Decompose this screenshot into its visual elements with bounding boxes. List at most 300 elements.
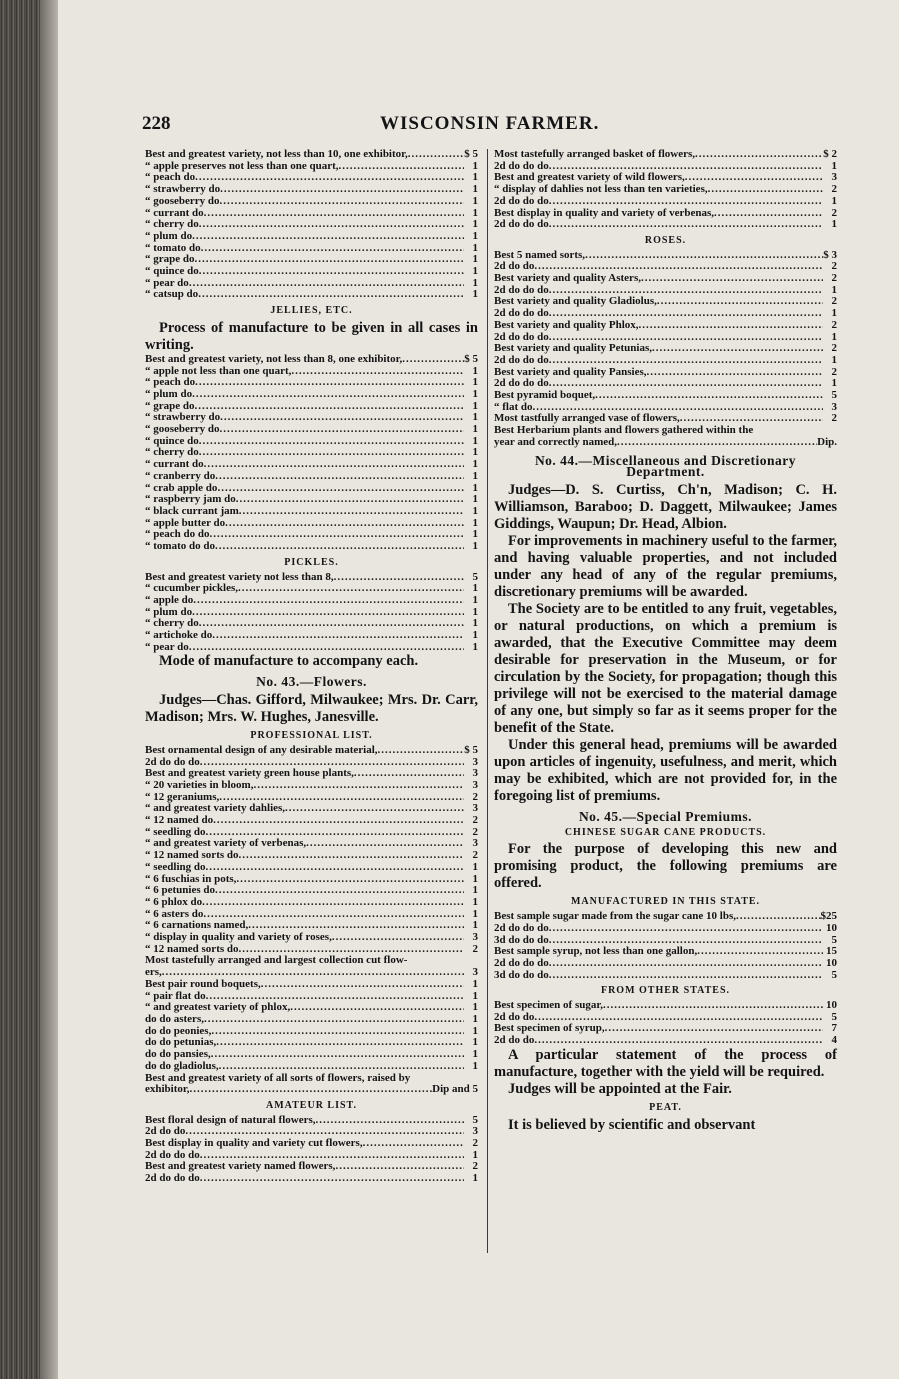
dot-leader [339,161,464,173]
premium-value: 1 [472,218,478,231]
dot-leader [199,618,464,630]
premium-label: “ catsup do [145,288,199,301]
premium-value: 1 [472,528,478,541]
premium-value: 1 [472,469,478,482]
dot-leader [332,932,464,944]
dot-leader [603,1000,823,1012]
premium-row [145,595,478,607]
premium-label: 2d do do do [145,755,200,768]
premium-value: 1 [472,265,478,278]
premium-value: 1 [472,434,478,447]
premium-row [494,355,837,367]
dot-leader [549,196,823,208]
premium-value: 1 [472,276,478,289]
premium-row [145,1115,478,1127]
dot-leader [190,1084,433,1096]
premium-label: Best specimen of syrup, [494,1022,605,1035]
premium-value: 2 [831,365,837,378]
dot-leader [193,595,464,607]
premium-label: Best specimen of sugar, [494,999,603,1012]
premium-value: 3 [472,755,478,768]
dot-leader [239,506,464,518]
page-title: WISCONSIN FARMER. [380,113,600,134]
premium-row [145,149,478,161]
premium-value: 1 [472,860,478,873]
premium-label: “ display of dahlies not less than ten varieties, [494,183,708,196]
premium-value: 1 [472,364,478,377]
premium-label: “ tomato do [145,241,201,254]
premium-value: 1 [472,907,478,920]
premium-value: 1 [831,218,837,231]
premium-label: Most tastefully arranged basket of flowers, [494,148,696,160]
premium-label: “ artichoke do [145,629,213,642]
subsection-heading: FROM OTHER STATES. [600,985,731,997]
premium-row [145,745,478,757]
section-heading: No. 44.—Miscellaneous and Discretionary Department. [534,452,797,480]
dot-leader [236,874,464,886]
dot-leader [220,184,464,196]
premium-value: $ 5 [464,148,478,160]
premium-value: 1 [472,241,478,254]
premium-label: “ tomato do do [145,540,215,553]
premium-label: Most tastfully arranged vase of flowers, [494,412,680,425]
dot-leader [199,436,464,448]
dot-leader [213,815,464,827]
premium-label: “ 12 named sorts do [145,849,239,862]
dot-leader [402,354,464,366]
premium-row [145,354,478,366]
paragraph: Under this general head, premiums will be awarded upon articles of ingenuity, usefulness, and merit, which may be exhibited, which are not provided for, in the foregoing list of premiums. [494,736,837,804]
dot-leader [363,1138,464,1150]
premium-row [145,1014,478,1026]
premium-label: Best display in quality and variety of verbenas, [494,206,715,219]
paragraph: Judges—D. S. Curtiss, Ch'n, Madison; C. H. Williamson, Baraboo; D. Daggett, Milwaukee; James Giddings, Waupun; Dr. Head, Albion. [494,481,837,532]
dot-leader [201,243,464,255]
dot-leader [652,343,823,355]
premium-label: 2d do do [494,260,535,273]
premium-value: 1 [472,1024,478,1037]
premium-value: 3 [831,171,837,184]
premium-value: 5 [472,570,478,583]
premium-value: 1 [472,387,478,400]
dot-leader [195,401,465,413]
premium-label: “ grape do [145,253,195,266]
dot-leader [195,254,465,266]
text-line: Most tastefully arranged and largest collection cut flow- [145,954,408,967]
premium-row [494,273,837,285]
premium-label: Best and greatest variety green house plants, [145,767,354,780]
premium-value: 3 [472,966,478,979]
premium-label: “ apple not less than one quart, [145,364,292,377]
premium-value: 1 [472,605,478,618]
premium-label: Best variety and quality Asters, [494,272,641,285]
premium-label: Best variety and quality Gladiolus, [494,295,657,308]
premium-value: 2 [472,942,478,955]
premium-label: “ apple preserves not less than one quart, [145,159,339,172]
dot-leader [549,958,823,970]
premium-label: “ crab apple do [145,481,218,494]
premium-value: 1 [472,872,478,885]
premium-value: 1 [472,481,478,494]
dot-leader [217,483,464,495]
dot-leader [220,196,464,208]
premium-value: 1 [472,446,478,459]
dot-leader [595,390,823,402]
dot-leader [219,1061,464,1073]
book-binding [0,0,40,1379]
premium-label: do do pansies, [145,1048,211,1061]
premium-value: 1 [472,376,478,389]
premium-label: 2d do do do [494,956,549,969]
premium-value: 1 [472,399,478,412]
dot-leader [239,850,464,862]
dot-leader [641,273,823,285]
premium-value: 3 [831,400,837,413]
premium-row [494,958,837,970]
premium-value: 1 [472,159,478,172]
premium-label: “ plum do [145,387,193,400]
dot-leader [215,541,464,553]
premium-row [494,149,837,161]
premium-value: 1 [831,159,837,172]
premium-value: 1 [472,629,478,642]
paragraph: Judges will be appointed at the Fair. [508,1080,732,1097]
premium-value: 3 [472,931,478,944]
subsection-heading: ROSES. [644,234,687,246]
dot-leader [534,1035,823,1047]
premium-row [494,390,837,402]
premium-value: 1 [472,640,478,653]
premium-label: year and correctly named, [494,435,618,448]
premium-value: 3 [472,837,478,850]
premium-value: 2 [472,814,478,827]
premium-value: 1 [472,919,478,932]
dot-leader [215,885,464,897]
premium-label: “ currant do [145,206,204,219]
premium-value: 1 [472,411,478,424]
dot-leader [291,366,464,378]
premium-value: 2 [831,342,837,355]
premium-row [145,424,478,436]
premium-label: “ gooseberry do [145,194,220,207]
premium-label: Best display in quality and variety cut flowers, [145,1137,363,1150]
premium-label: do do peonies, [145,1024,212,1037]
subsection-heading: AMATEUR LIST. [266,1099,357,1111]
premium-row [145,630,478,642]
subsection-heading: JELLIES, ETC. [270,305,353,317]
premium-row [145,862,478,874]
dot-leader [192,389,464,401]
premium-row [145,1173,478,1185]
subsection-heading: CHINESE SUGAR CANE PRODUCTS. [564,826,767,838]
premium-row [145,196,478,208]
premium-label: “ strawberry do [145,411,221,424]
premium-value: 1 [472,540,478,553]
premium-value: $ 3 [823,248,837,261]
premium-label: “ 6 petunies do [145,884,215,897]
dot-leader [210,529,465,541]
premium-label: Best and greatest variety, not less than 10, one exhibitor, [145,148,408,160]
premium-row [145,266,478,278]
dot-leader [212,630,464,642]
premium-value: 3 [472,767,478,780]
dot-leader [198,289,464,301]
premium-label: “ plum do [145,229,193,242]
premium-value: 2 [472,849,478,862]
premium-value: 2 [831,412,837,425]
dot-leader [335,1161,464,1173]
dot-leader [238,583,464,595]
dot-leader [192,607,464,619]
dot-leader [236,494,464,506]
dot-leader [211,1049,464,1061]
premium-value: 2 [831,272,837,285]
premium-value: 1 [472,884,478,897]
premium-label: “ apple do [145,593,194,606]
premium-value: 1 [472,183,478,196]
premium-label: Best sample sugar made from the sugar cane 10 lbs, [494,910,736,923]
premium-label: Best variety and quality Petunias, [494,342,652,355]
premium-value: 2 [831,183,837,196]
paragraph: The Society are to be entitled to any fruit, vegetables, or natural productions, on which a premium is awarded, that the Executive Committee may deem desirable for preservation in the Museum, or for circulation by the Society, for propagation; though this privilege will not be exercised to the material damage of any one, but simply so far as it seems proper for the benefit of the State. [494,600,837,736]
dot-leader [549,219,823,231]
premium-label: Best variety and quality Pansies, [494,365,647,378]
premium-label: “ 12 named sorts do [145,942,239,955]
dot-leader [220,412,464,424]
premium-label: Best and greatest variety not less than 8, [145,570,334,583]
premium-value: 5 [831,933,837,946]
premium-label: 2d do do do [494,194,549,207]
left-column [145,149,478,1185]
premium-label: “ flat do [494,400,533,413]
premium-value: 5 [831,389,837,402]
premium-row [494,1035,837,1047]
dot-leader [216,1037,464,1049]
dot-leader [204,1014,464,1026]
premium-label: “ seedling do [145,860,206,873]
premium-label: 3d do do do [494,933,549,946]
dot-leader [605,1023,823,1035]
premium-value: 1 [472,895,478,908]
premium-row [145,583,478,595]
premium-value: 1 [831,283,837,296]
premium-row [145,897,478,909]
premium-value: 10 [826,999,837,1012]
dot-leader [253,780,464,792]
premium-label: 2d do do [494,1034,535,1047]
premium-label: exhibitor, [145,1083,190,1096]
premium-value: 1 [472,1048,478,1061]
premium-value: 1 [472,582,478,595]
premium-label: 2d do do do [494,307,549,320]
dot-leader [714,208,823,220]
premium-label: 3d do do do [494,968,549,981]
page-header [142,113,842,137]
premium-value: 1 [472,989,478,1002]
premium-value: 15 [826,945,837,958]
premium-label: “ and greatest variety dahlies, [145,802,286,815]
premium-value: $25 [820,910,837,923]
premium-label: 2d do do do [494,330,549,343]
premium-label: do do petunias, [145,1036,217,1049]
premium-label: 2d do do do [145,1172,200,1185]
premium-value: 2 [831,260,837,273]
premium-value: 1 [472,1001,478,1014]
premium-row [494,250,837,262]
premium-label: 2d do do do [494,353,549,366]
premium-value: 1 [472,229,478,242]
premium-value: 2 [472,1160,478,1173]
dot-leader [695,149,823,161]
premium-row [145,289,478,301]
premium-label: 2d do do do [494,283,549,296]
dot-leader [736,911,821,923]
premium-label: “ strawberry do [145,183,221,196]
premium-value: 2 [831,295,837,308]
premium-label: “ grape do [145,399,195,412]
premium-label: “ cherry do [145,617,199,630]
premium-label: do do asters, [145,1013,204,1025]
premium-value: 2 [472,1137,478,1150]
premium-value: 1 [472,1013,478,1025]
premium-value: 2 [831,206,837,219]
premium-label: “ cucumber pickles, [145,582,238,595]
paragraph: Process of manufacture to be given in all cases in writing. [145,319,478,353]
dot-leader [261,979,464,991]
paragraph: It is believed by scientific and observant [508,1116,756,1133]
dot-leader [657,296,823,308]
dot-leader [549,355,823,367]
dot-leader [220,424,464,436]
premium-value: 1 [831,353,837,366]
premium-label: “ 6 fuschias in pots, [145,872,237,885]
premium-label: “ peach do do [145,528,210,541]
premium-label: 2d do do [145,1125,186,1138]
premium-row [494,219,837,231]
dot-leader [204,208,464,220]
premium-value: 5 [831,1010,837,1023]
premium-value: 1 [472,171,478,184]
premium-row [494,1023,837,1035]
paragraph: A particular statement of the process of manufacture, together with the yield will be required. [494,1046,837,1080]
dot-leader [408,149,464,161]
premium-label: “ black currant jam [145,504,239,517]
premium-label: “ gooseberry do [145,423,220,436]
premium-row [494,1000,837,1012]
dot-leader [189,642,464,654]
premium-label: do do gladiolus, [145,1059,219,1072]
dot-leader [200,1173,464,1185]
premium-row [494,923,837,935]
premium-row [145,815,478,827]
premium-row [494,196,837,208]
premium-row [494,970,837,982]
premium-value: Dip. [817,435,837,448]
paragraph: Mode of manufacture to accompany each. [159,653,419,670]
premium-row [145,642,478,654]
premium-value: 1 [472,288,478,301]
dot-leader [549,923,823,935]
premium-row [494,320,837,332]
premium-value: 10 [826,921,837,934]
premium-row [494,437,837,449]
premium-value: $ 5 [464,352,478,365]
text-line: Best Herbarium plants and flowers gathered within the [494,424,754,437]
premium-row [145,1084,478,1096]
premium-value: 1 [472,593,478,606]
subsection-heading: MANUFACTURED IN THIS STATE. [570,896,761,908]
premium-row [145,979,478,991]
premium-value: 10 [826,956,837,969]
dot-leader [211,1026,464,1038]
premium-label: “ quince do [145,265,199,278]
premium-label: “ cranberry do [145,469,216,482]
premium-value: 1 [472,253,478,266]
premium-value: $ 5 [464,743,478,756]
section-heading: No. 43.—Flowers. [256,674,367,690]
premium-value: 2 [472,790,478,803]
premium-value: 4 [831,1034,837,1047]
premium-label: 2d do do do [494,159,549,172]
dot-leader [617,437,817,449]
dot-leader [189,278,464,290]
premium-value: 1 [472,493,478,506]
premium-label: “ display in quality and variety of roses, [145,931,332,944]
premium-row [145,389,478,401]
premium-label: Best 5 named sorts, [494,248,586,261]
premium-label: “ 12 geraniums, [145,790,220,803]
dot-leader [202,897,464,909]
dot-leader [585,250,823,262]
premium-row [145,231,478,243]
dot-leader [639,320,823,332]
premium-label: “ seedling do [145,825,206,838]
dot-leader [206,862,464,874]
dot-leader [195,172,464,184]
dot-leader [199,219,464,231]
premium-label: “ and greatest variety of verbenas, [145,837,307,850]
premium-value: 2 [472,825,478,838]
premium-value: 1 [472,1059,478,1072]
premium-label: “ 12 named do [145,814,214,827]
premium-label: “ pear do [145,640,189,653]
premium-label: Best and greatest variety, not less than 8, one exhibitor, [145,352,403,365]
premium-label: Best and greatest variety named flowers, [145,1160,336,1173]
paragraph: For the purpose of developing this new and promising product, the following premiums are offered. [494,841,837,892]
premium-row [145,780,478,792]
subsection-heading: PICKLES. [284,556,339,568]
dot-leader [204,459,464,471]
premium-value: 3 [472,778,478,791]
premium-row [145,1061,478,1073]
premium-label: Best pair round boquets, [145,977,261,990]
section-heading: No. 45.—Special Premiums. [578,808,753,824]
premium-label: “ cherry do [145,446,199,459]
premium-label: ers, [145,966,162,979]
premium-row [145,471,478,483]
paragraph: Judges—Chas. Gifford, Milwaukee; Mrs. Dr. Carr, Madison; Mrs. W. Hughes, Janesville. [145,692,478,726]
premium-value: 1 [472,516,478,529]
premium-label: 2d do do do [145,1148,200,1161]
premium-label: “ 6 asters do [145,907,204,920]
premium-row [145,541,478,553]
premium-value: 1 [831,194,837,207]
premium-row [145,377,478,389]
premium-value: 1 [831,330,837,343]
premium-label: Best and greatest variety of wild flowers, [494,171,685,184]
dot-leader [708,184,823,196]
dot-leader [334,572,464,584]
